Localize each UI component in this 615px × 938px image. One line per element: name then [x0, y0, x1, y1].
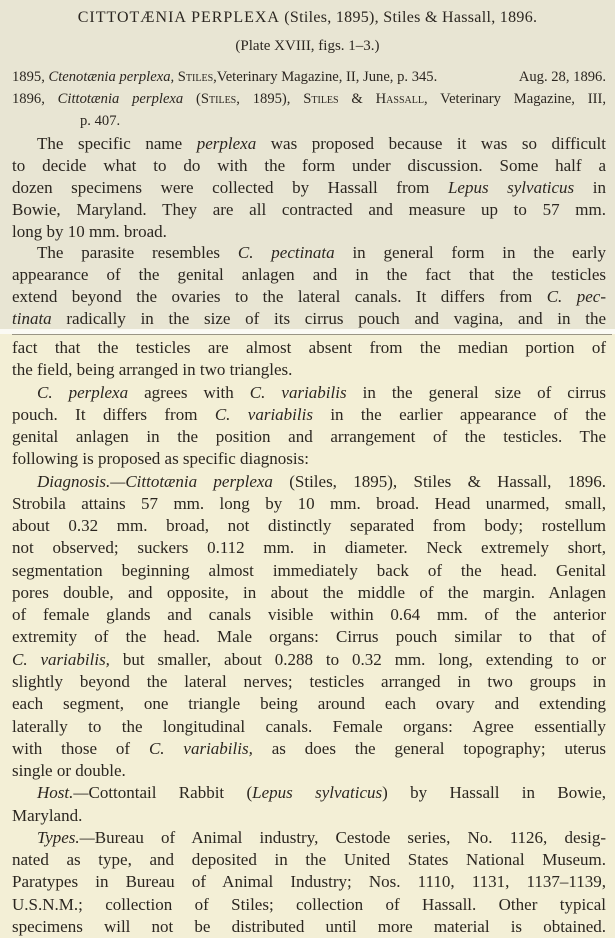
- italic-text: Cittotænia perplexa: [57, 91, 184, 107]
- italic-text: Types.—: [37, 827, 95, 847]
- text-run: Strobila attains 57 mm. long by 10 mm. broad. Head unarmed, small,: [12, 493, 606, 513]
- paragraph-line: [12, 626, 606, 648]
- paragraph-line: [12, 264, 606, 286]
- paragraph-line: [12, 871, 606, 893]
- text-run: appearance of the genital anlagen and in the fact that the testicles: [12, 265, 606, 285]
- text-run: agrees with: [128, 382, 250, 402]
- paragraph-line: [12, 671, 606, 693]
- paragraph-line: [12, 337, 606, 359]
- paragraph-line: [12, 426, 606, 448]
- text-run: laterally to the longitudinal canals. Female organs: Agree essentially: [12, 716, 606, 736]
- italic-text: C. variabilis,: [148, 738, 253, 758]
- italic-text: Diagnosis.—Cittotænia perplexa: [37, 471, 273, 491]
- paragraph-line: [12, 560, 606, 582]
- paragraph-line: [12, 849, 606, 871]
- paragraph-line: [12, 738, 606, 760]
- plate-reference: (Plate XVIII, figs. 1–3.): [235, 38, 380, 54]
- text-run: Cottontail Rabbit (: [88, 783, 253, 803]
- text-run: segmentation beginning almost immediately back of the head. Genital: [12, 560, 606, 580]
- text-run: Bowie, Maryland. They are all contracted and measure up to 57 mm.: [12, 199, 606, 219]
- text-run: as does the general topography; uterus: [252, 738, 606, 758]
- text-run: specimens will not be distributed until more material is obtained.: [12, 916, 606, 936]
- paragraph-line: [12, 827, 606, 849]
- text-run: The parasite resembles: [37, 243, 238, 263]
- lower-body-text: [12, 337, 606, 938]
- italic-text: C. pec-: [546, 287, 606, 307]
- text-run: about 0.32 mm. broad, not distinctly separated from body; rostellum: [12, 516, 606, 536]
- paragraph-line: [12, 242, 606, 264]
- text-run: (: [183, 91, 201, 107]
- paragraph-line: [12, 782, 606, 804]
- page-upper-section: [0, 0, 615, 329]
- italic-text: C. variabilis,: [12, 649, 110, 669]
- small-caps-text: Stiles & Hassall,: [303, 91, 428, 107]
- paragraph-line: [12, 582, 606, 604]
- italic-text: C. pectinata: [237, 243, 335, 263]
- reference-line: [12, 88, 606, 110]
- paragraph-line: [12, 537, 606, 559]
- text-run: genital anlagen in the position and arrangement of the testicles. The: [12, 427, 606, 447]
- paragraph-line: [12, 133, 606, 155]
- text-run: pores double, and opposite, in about the middle of the margin. Anlagen: [12, 582, 606, 602]
- text-run: of female glands and canals visible within 0.64 mm. of the anterior: [12, 605, 606, 625]
- paragraph-line: [12, 404, 606, 426]
- paragraph-line: [12, 155, 606, 177]
- paragraph-line: [12, 308, 606, 330]
- text-run: each segment, one triangle being around each ovary and extending: [12, 694, 606, 714]
- text-run: radically in the size of its cirrus pouch and vagina, and in the: [51, 309, 606, 329]
- paragraph-line: [12, 716, 606, 738]
- italic-text: C. perplexa: [37, 382, 129, 402]
- text-run: but smaller, about 0.288 to 0.32 mm. long, extending to or: [109, 649, 606, 669]
- text-run: the field, being arranged in two triangles.: [12, 360, 293, 380]
- text-run: 1896,: [12, 91, 58, 107]
- paragraph-line: [12, 604, 606, 626]
- text-run: to decide what to do with the form under discussion. Some half a: [12, 155, 606, 175]
- italic-text: C. variabilis: [249, 382, 347, 402]
- text-run: slightly beyond the lateral nerves; testicles arranged in two groups in: [12, 671, 606, 691]
- paragraph-line: [12, 760, 606, 782]
- text-run: (Stiles, 1895), Stiles & Hassall, 1896.: [272, 471, 606, 491]
- synonymy-references: [12, 66, 606, 132]
- text-run: was proposed because it was so difficult: [256, 134, 607, 153]
- paragraph-line: [12, 199, 606, 221]
- text-run: Veterinary Magazine, III,: [427, 91, 607, 107]
- italic-text: Ctenotænia perplexa,: [48, 69, 175, 85]
- text-run: ) by Hassall in Bowie,: [382, 783, 606, 803]
- reference-line: [12, 110, 606, 132]
- small-caps-text: Stiles,: [177, 69, 217, 85]
- italic-text: Lepus sylvaticus: [447, 177, 575, 197]
- paragraph-line: [12, 382, 606, 404]
- italic-text: C. variabilis: [214, 404, 313, 424]
- italic-text: Host.—: [37, 783, 89, 803]
- text-run: Veterinary Magazine, II, June, p. 345.: [216, 69, 438, 85]
- paragraph-line: [12, 448, 606, 470]
- text-run: Paratypes in Bureau of Animal Industry; Nos. 1110, 1131, 1137–1139,: [12, 872, 606, 892]
- paragraph-line: [12, 471, 606, 493]
- paragraph-line: [12, 693, 606, 715]
- species-heading: [0, 9, 615, 27]
- paragraph-line: [12, 286, 606, 308]
- text-run: extremity of the head. Male organs: Cirrus pouch similar to that of: [12, 627, 606, 647]
- text-run: The specific name: [37, 134, 197, 153]
- text-run: nated as type, and deposited in the United States National Museum.: [12, 850, 606, 870]
- text-run: extend beyond the ovaries to the lateral canals. It differs from: [12, 287, 547, 307]
- species-authority: (Stiles, 1895), Stiles & Hassall, 1896.: [279, 9, 538, 26]
- paragraph-line: [12, 221, 606, 243]
- text-run: in the earlier appearance of the: [312, 404, 606, 424]
- reference-line: [12, 66, 606, 88]
- text-run: 1895,: [12, 69, 49, 85]
- text-run: pouch. It differs from: [12, 404, 215, 424]
- italic-text: Lepus sylvaticus: [252, 783, 383, 803]
- text-run: U.S.N.M.; collection of Stiles; collection of Hassall. Other typical: [12, 894, 606, 914]
- text-run: in general form in the early: [334, 243, 606, 263]
- text-run: 1895),: [239, 91, 304, 107]
- upper-body-text: [12, 133, 606, 330]
- text-run: Maryland.: [12, 805, 83, 825]
- text-run: in: [574, 177, 606, 197]
- paragraph-line: [12, 493, 606, 515]
- reference-date: Aug. 28, 1896.: [518, 69, 606, 85]
- italic-text: tinata: [12, 309, 52, 329]
- text-run: not observed; suckers 0.112 mm. in diameter. Neck extremely short,: [12, 538, 606, 558]
- text-run: following is proposed as specific diagnosis:: [12, 449, 309, 469]
- text-run: single or double.: [12, 761, 126, 781]
- small-caps-text: Stiles,: [200, 91, 240, 107]
- text-run: long by 10 mm. broad.: [12, 221, 167, 241]
- text-run: in the general size of cirrus: [346, 382, 606, 402]
- text-run: Bureau of Animal industry, Cestode series, No. 1126, desig-: [94, 827, 606, 847]
- page-lower-section: [0, 335, 615, 936]
- paragraph-line: [12, 649, 606, 671]
- paragraph-line: [12, 359, 606, 381]
- text-run: dozen specimens were collected by Hassall from: [12, 177, 448, 197]
- paragraph-line: [12, 894, 606, 916]
- text-run: p. 407.: [80, 113, 121, 129]
- text-run: with those of: [12, 738, 149, 758]
- paragraph-line: [12, 515, 606, 537]
- italic-text: perplexa: [196, 134, 257, 153]
- species-name: CITTOTÆNIA PERPLEXA: [77, 9, 280, 26]
- paragraph-line: [12, 916, 606, 938]
- text-run: fact that the testicles are almost absent from the median portion of: [12, 338, 606, 357]
- paragraph-line: [12, 177, 606, 199]
- paragraph-line: [12, 805, 606, 827]
